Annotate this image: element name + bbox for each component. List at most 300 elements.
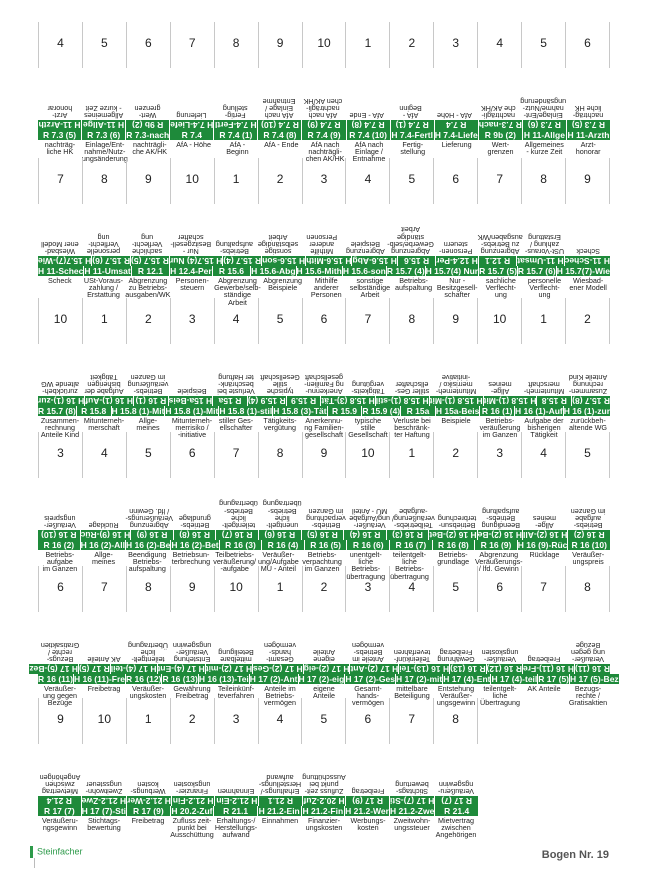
tab-number-cell: [82, 298, 126, 344]
tab-number: 2: [188, 712, 196, 726]
tab-number-cell: [170, 432, 214, 478]
code-label: R 16 (11): [575, 664, 610, 674]
code-label: H 11-Umsat: [517, 256, 564, 266]
tab-number-cell: [214, 698, 258, 744]
tab-number-cell: [345, 158, 389, 204]
label-text: Scheck: [576, 247, 600, 256]
code-bar-mirrored: [38, 120, 610, 130]
code-label: R 15.7 (8): [572, 396, 610, 406]
code-label: H 16 (1)-Auf: [85, 396, 133, 406]
code-label: R 17 (5): [78, 664, 110, 674]
tab-number-row: [38, 566, 610, 612]
tab-number-cell: [565, 22, 610, 68]
tab-number: 3: [452, 36, 460, 50]
label-text: Abgrenzung zu Betriebs- ausgaben/WK: [477, 232, 523, 256]
code-label: H 17 (2)-eig: [298, 674, 345, 684]
code-label: R 15a: [401, 406, 436, 416]
code-label: H 11-Schec: [564, 256, 610, 266]
label-text: Zufluss zeit- punkt bei Ausschüttung: [170, 816, 214, 840]
label-text: Lieferung: [441, 140, 472, 149]
code-label: H 16 (9)-Rüc: [517, 540, 568, 550]
tab-number: 8: [408, 312, 416, 326]
code-label: H 16 (2)-Be: [126, 540, 171, 550]
tab-number-cell: [170, 298, 214, 344]
tab-number: 5: [144, 446, 152, 460]
code-label: H 20.2-Zuf: [171, 806, 213, 816]
code-label: R 15.8: [536, 396, 571, 406]
code-label: H 15.8 (1)-Mit: [111, 406, 165, 416]
label-text: Fertig- stellung: [222, 103, 248, 120]
tab-number: 7: [188, 36, 196, 50]
label-text: Veräußeru- ngsgewinn: [438, 779, 474, 796]
label-text: Veräußer- ung/Aufgabe MU - Anteil: [349, 506, 391, 530]
label-text: USt-Voraus- zahlung / Erstattung: [83, 276, 124, 300]
label-text: Zusammen- rechnung Anteile Kind: [568, 372, 608, 396]
tab-number: 4: [496, 36, 504, 50]
tab-number-cell: [126, 698, 170, 744]
tab-number: 1: [101, 312, 108, 326]
label-text: Veräußer- ungspreis: [43, 513, 76, 530]
label-text: unentgelt- liche Betriebs- übertragung: [346, 550, 386, 581]
label-text: Freibetrag: [527, 655, 561, 664]
tab-number: 7: [496, 172, 504, 186]
code-bar-mirrored: [29, 664, 610, 674]
tab-number: 5: [584, 446, 591, 460]
tab-number: 4: [276, 712, 284, 726]
code-bar-row: [38, 266, 610, 276]
label-text: unentgelt- liche Betriebs- übertragung: [262, 499, 302, 530]
code-bar-row: [38, 130, 610, 140]
label-text: Wert- grenzen: [134, 103, 161, 120]
code-label: H 7.4-Fertl: [215, 120, 257, 130]
tab-number: 5: [408, 172, 416, 186]
label-text: Rücklage: [88, 521, 119, 530]
code-label: H 17 (2)-mit: [205, 664, 253, 674]
code-label: R 16 (7): [215, 530, 258, 540]
label-text: Betriebs- grundlage: [178, 513, 211, 530]
code-label: H 16 (2)-Be: [477, 530, 522, 540]
tab-number-cell: [389, 698, 433, 744]
label-text: Anerkennu- ng Familien- gesellschaft: [304, 372, 344, 396]
tab-number-cell: [521, 158, 565, 204]
code-label: H 15.8 (3)-Tät: [321, 396, 375, 406]
label-text: AK Anteile: [87, 655, 121, 664]
code-label: H 11-Schec: [38, 266, 84, 276]
tab-number: 3: [57, 446, 64, 460]
label-text: Stichtags- bewertung: [395, 779, 429, 796]
tab-number-row: [38, 298, 610, 344]
tab-number: 7: [364, 312, 372, 326]
label-text: Finanzier- ungskosten: [173, 779, 211, 796]
label-text: Beendigung Betriebs- aufspaltung: [481, 506, 520, 530]
code-label: H 21.2-Fin: [172, 796, 214, 806]
tab-number-cell: [170, 566, 214, 612]
label-text: Mitunterneh- merrisiko / -initiative: [171, 416, 213, 440]
code-label: H 21.2-Zwe: [389, 806, 435, 816]
code-label: H 21.2-Ein: [216, 796, 258, 806]
tab-number: 2: [144, 312, 152, 326]
tab-number: 1: [540, 312, 547, 326]
tab-number-cell: [345, 298, 389, 344]
label-text: Veräußer- ungspreis: [572, 550, 605, 567]
tab-number-cell: [433, 158, 477, 204]
label-text: Allge- meines: [532, 513, 557, 530]
code-label: R 15.7 (5): [479, 266, 517, 276]
tab-number: 10: [97, 712, 112, 726]
tab-number-cell: [521, 432, 565, 478]
code-label: R 7.4: [170, 130, 214, 140]
footer-divider: [34, 858, 35, 868]
label-text: AfA nach nachträgli- chen AK/HK: [305, 140, 345, 164]
label-text: AfA nach Einlage / Entnahme: [262, 96, 296, 120]
tab-number-cell: [82, 432, 126, 478]
label-text: Mitunterneh- merrisiko / -initiative: [435, 372, 477, 396]
label-text: Abgrenzung zu Betriebs- ausgaben/WK: [125, 276, 171, 300]
code-label: H 15.8 (1)-stil: [375, 396, 429, 406]
label-text: Allge- meines: [488, 379, 512, 396]
label-text: Veräußer- ung gegen Bezüge: [571, 640, 605, 664]
code-label: R 7.4 (8): [258, 130, 302, 140]
label-text: Allgemeines - kurze Zeit: [84, 103, 124, 120]
code-label: H 11-Arzth: [38, 120, 81, 130]
tab-number-cell: [126, 158, 170, 204]
code-label: R 7.3-nach: [126, 130, 170, 140]
tab-number-cell: [82, 698, 126, 744]
tab-number: 9: [188, 580, 196, 594]
label-text: Veräußer- ung gegen Bezüge: [43, 684, 77, 708]
tab-number: 1: [144, 712, 152, 726]
code-label: R 15.7 (4): [386, 266, 425, 276]
label-text: Betriebsun- terbrechung: [171, 550, 211, 567]
label-text: AfA - Beginn: [226, 140, 249, 157]
code-label: H 17 (2)-Ant: [249, 674, 298, 684]
code-label: R 17 (9): [345, 796, 389, 806]
tab-number-cell: [302, 432, 346, 478]
code-label: R 16 (10): [568, 540, 610, 550]
tab-number-cell: [345, 22, 389, 68]
code-label: H 11-Allge: [83, 120, 125, 130]
tab-number-cell: [345, 566, 389, 612]
tab-number-cell: [477, 298, 521, 344]
label-text: nachträg- liche HK: [572, 103, 604, 120]
label-text: Fertig- stellung: [400, 140, 426, 157]
code-label: H 21.2-Fin: [302, 806, 344, 816]
code-label: R 16 (12): [486, 664, 522, 674]
tab-number-cell: [389, 566, 433, 612]
label-text: AfA nach nachträgli- chen AK/HK: [303, 96, 343, 120]
label-text: Entstehung Veräußer- ungsgewinn: [436, 684, 476, 708]
label-text: Mietvertrag zwischen Angehörigen: [435, 816, 477, 840]
label-text-mirrored: [38, 370, 610, 396]
label-text: Betriebs- aufgabe im Ganzen: [42, 550, 78, 574]
code-label: H 15.6-Mith: [296, 266, 342, 276]
label-text: Betriebs- veräußerung im Ganzen: [127, 372, 169, 396]
label-text: Veräußer- ungskosten: [129, 684, 167, 701]
tab-number: 6: [496, 580, 504, 594]
tab-number-cell: [38, 698, 82, 744]
label-text: Mitunterneh- merschaft: [83, 416, 125, 433]
tab-number: 6: [452, 172, 460, 186]
code-label: R 7.4 (9): [301, 120, 345, 130]
label-text: Anerkennu- ng Familien- gesellschaft: [304, 416, 344, 440]
label-text: personelle Verflecht- ung: [86, 232, 121, 256]
tab-number: 3: [320, 172, 328, 186]
label-text: AfA - Beginn: [399, 103, 422, 120]
code-label: H 11-Allge: [523, 130, 565, 140]
code-label: H 16 (13)-Tei: [198, 674, 249, 684]
label-text: teilentgelt- liche Betriebs- übertragung: [219, 499, 258, 530]
label-text: personelle Verflecht- ung: [527, 276, 562, 300]
label-text: sonstige selbständige Arbeit: [349, 276, 391, 300]
label-text: Bezugs- rechte / Gratisaktien: [568, 684, 608, 708]
label-text: Verluste bei beschränk- ter Haftung: [217, 372, 255, 396]
code-label: H 17 (4)-teil: [110, 664, 157, 674]
label-text: Betriebs- grundlage: [437, 550, 470, 567]
label-text: AfA - Höhe: [437, 111, 472, 120]
code-label: H 16 (1)-Auf: [515, 406, 563, 416]
code-label: R 15.8: [77, 406, 112, 416]
code-label: H 17 (4)-Ent: [157, 664, 205, 674]
tab-number: 3: [188, 312, 196, 326]
label-text: Aufgabe der bisherigen Tätigkeit: [524, 416, 564, 440]
code-label: H 16 (1)-zur: [563, 406, 611, 416]
label-text: Finanzier- ungskosten: [305, 816, 343, 833]
code-label: R 15.7 (5): [131, 256, 169, 266]
code-label: R 7.4 (9): [302, 130, 346, 140]
label-text: Veräußeru- ngsgewinn: [42, 816, 78, 833]
code-label: R 15.6: [397, 256, 435, 266]
label-text: Erhaltungs-/ Herstellungs- aufwand: [258, 772, 302, 796]
tab-number: 5: [101, 36, 108, 50]
tab-number-cell: [433, 432, 477, 478]
label-text: Abgrenzung Gewerbe/selb- ständige Arbeit: [214, 276, 261, 307]
label-text: Personen- steuern: [439, 239, 473, 256]
tab-number: 7: [232, 446, 240, 460]
label-text: zurückbeh- altende WG: [569, 416, 607, 433]
tab-number-cell: [126, 432, 170, 478]
tab-number: 8: [101, 172, 108, 186]
label-text: Allge- meines: [91, 550, 116, 567]
label-text: USt-Voraus- zahlung / Erstattung: [524, 232, 565, 256]
code-label: R 16 (10): [38, 530, 80, 540]
code-label: R 15a: [212, 396, 247, 406]
code-label: H 16 (11)-Fre: [523, 664, 575, 674]
label-text: Wiesbad- ener Modell: [569, 276, 607, 293]
tab-number-cell: [302, 298, 346, 344]
label-text: Einlage/Ent- nahme/Nutz- ungsänderung: [520, 96, 567, 120]
code-label: R 7.4: [434, 120, 478, 130]
code-label: R 15.7 (6): [92, 256, 131, 266]
tab-number-cell: [258, 698, 302, 744]
tab-number-row: [38, 698, 478, 744]
code-label: R 12.1: [478, 256, 516, 266]
label-text: Aufgabe der bisherigen Tätigkeit: [84, 372, 124, 396]
label-text: Betriebsun- terbrechung: [437, 513, 477, 530]
label-text: Bezugs- rechte / Gratisaktien: [40, 640, 80, 664]
tab-number: 6: [57, 580, 64, 594]
label-text: Teileinkünf- teverfahren: [393, 647, 431, 664]
tab-number: 8: [452, 712, 459, 726]
code-label: R 16 (9): [130, 530, 173, 540]
tab-number-cell: [82, 158, 126, 204]
label-text: Betriebs- aufgabe im Ganzen: [570, 506, 606, 530]
tab-number-cell: [170, 158, 214, 204]
code-label: H 17 (2)-Ges: [345, 674, 395, 684]
tab-number: 8: [584, 580, 591, 594]
tab-number-cell: [82, 566, 126, 612]
label-text: Beispiele: [177, 387, 207, 396]
label-text: Veräußer- ung/Aufgabe MU - Anteil: [257, 550, 299, 574]
tab-number: 7: [101, 580, 108, 594]
label-text-mirrored: [38, 225, 610, 256]
code-label: H 17 (2)-Ges: [253, 664, 303, 674]
tab-number: 4: [540, 446, 547, 460]
tab-number-cell: [214, 158, 258, 204]
tab-number: 9: [584, 172, 591, 186]
tab-number-cell: [477, 432, 521, 478]
code-label: H 15.8 (3)-Tät: [273, 406, 327, 416]
tab-number: 7: [57, 172, 64, 186]
label-text: AfA - Höhe: [176, 140, 211, 149]
label-text: typische stille Gesellschaft: [260, 372, 300, 396]
code-label: H 15.7(7)-Wie: [37, 256, 92, 266]
code-label: R 7.4 (1): [214, 130, 258, 140]
label-text: Allge- meines: [136, 416, 160, 433]
tab-number-cell: [477, 566, 521, 612]
tab-number: 8: [232, 36, 240, 50]
tab-number-cell: [477, 158, 521, 204]
code-label: H 15.7(4) Nur: [425, 266, 479, 276]
tab-number: 5: [320, 712, 328, 726]
code-label: H 16 (1)-zur: [37, 396, 85, 406]
label-text: AfA - Ende: [349, 111, 384, 120]
code-label: R 12.1: [132, 266, 170, 276]
label-text: Gesamt- hands- vermögen: [352, 684, 384, 708]
tab-number-cell: [170, 22, 214, 68]
code-label: R 16 (11): [38, 674, 73, 684]
code-bar-row: [38, 406, 610, 416]
code-label: R 16 (6): [258, 530, 301, 540]
code-label: R 16 (1): [133, 396, 168, 406]
tab-number-cell: [345, 698, 389, 744]
tab-number-cell: [521, 566, 565, 612]
tab-number: 10: [317, 36, 331, 50]
code-label: H 17 (7)-Sti: [81, 806, 127, 816]
label-text: Teileinkünf- teverfahren: [217, 684, 255, 701]
label-text: Gewährung Freibetrag: [437, 647, 475, 664]
tab-number: 6: [144, 36, 152, 50]
tab-number: 2: [584, 312, 591, 326]
tab-number: 10: [361, 446, 375, 460]
tab-number-cell: [38, 432, 82, 478]
sheet-number: Bogen Nr. 19: [541, 849, 609, 861]
code-label: R 15.9 (4): [247, 396, 286, 406]
label-text: stiller Ges- ellschafter: [394, 379, 430, 396]
label-text: Freibetrag: [351, 787, 385, 796]
code-label: H 11-Umsat: [84, 266, 131, 276]
label-text: Mitunterneh- merschaft: [523, 379, 565, 396]
label-text: Rücklage: [529, 550, 560, 559]
tab-number-cell: [126, 298, 170, 344]
code-label: R 16 (3): [220, 540, 263, 550]
tab-number: 1: [364, 36, 372, 50]
code-label: R 17 (7): [434, 796, 478, 806]
code-bar-mirrored: [38, 256, 610, 266]
code-label: R 16 (9): [475, 540, 518, 550]
tab-number-cell: [258, 432, 302, 478]
code-label: H 16 (2)-Bet: [429, 530, 477, 540]
brand-mark-icon: [30, 846, 33, 858]
code-label: R 16 (5): [305, 540, 348, 550]
code-label: R 7.4 (10): [257, 120, 301, 130]
brand-logo: [30, 846, 83, 858]
label-text: Arzt- honorar: [575, 140, 601, 157]
code-label: R 16 (8): [433, 540, 476, 550]
tab-number: 4: [232, 312, 240, 326]
code-label: R 16 (7): [390, 540, 433, 550]
tab-number-cell: [302, 566, 346, 612]
tab-number: 2: [320, 580, 328, 594]
tab-number: 10: [493, 312, 507, 326]
label-text: Arzt- honorar: [47, 103, 73, 120]
tab-number: 6: [364, 712, 372, 726]
code-label: H 15.7(4) Nur: [169, 256, 223, 266]
code-label: R 7.3 (6): [522, 120, 566, 130]
code-label: R 15.7 (8): [38, 406, 76, 416]
code-label: H 12.4-Per: [170, 266, 212, 276]
label-text: Allgemeines - kurze Zeit: [524, 140, 564, 157]
code-label: R 21.4: [38, 796, 81, 806]
tab-number: 1: [408, 446, 416, 460]
tab-number-cell: [38, 22, 82, 68]
code-label: R 16 (13): [162, 674, 198, 684]
code-label: R 16 (4): [343, 530, 386, 540]
code-label: H 15.8 (1)-Mit: [165, 406, 219, 416]
label-text: nachträgli- che AK/HK: [132, 140, 168, 157]
code-label: H 17 (5)-Bez: [29, 664, 78, 674]
tab-number: 8: [540, 172, 547, 186]
code-bar-row: [38, 540, 610, 550]
tab-number: 9: [57, 712, 64, 726]
code-label: R 16 (12): [126, 674, 162, 684]
code-label: H 7.4-Liefe: [170, 120, 214, 130]
tab-number-cell: [565, 298, 610, 344]
label-text: Teilbetriebs- veräußerung/ -aufgabe: [213, 550, 257, 574]
code-label: R 7.4 (8): [346, 120, 390, 130]
tab-number: 1: [276, 580, 284, 594]
code-label: H 15.6-son: [262, 256, 306, 266]
label-text: Betriebs- aufspaltung: [215, 239, 254, 256]
code-label: R 15.9 (4): [362, 406, 401, 416]
tab-number-cell: [258, 298, 302, 344]
code-label: R 15.6: [213, 266, 251, 276]
tab-number-cell: [214, 432, 258, 478]
code-bar-row: [38, 806, 478, 816]
code-label: H 17 (2)-Ant: [350, 664, 399, 674]
tab-number: 6: [188, 446, 196, 460]
code-label: R 16 (2): [567, 530, 610, 540]
tab-number-cell: [565, 158, 610, 204]
code-bar-mirrored: [38, 396, 610, 406]
label-text-row: [38, 816, 478, 842]
tab-number: 5: [452, 580, 460, 594]
label-text: Entstehung Veräußer- ungsgewinn: [172, 640, 212, 664]
label-text: Betriebs- aufspaltung: [394, 276, 433, 293]
label-text: Personen- steuern: [175, 276, 209, 293]
label-text: Tätigkeits- vergütung: [263, 416, 297, 433]
code-label: H 15.6-Abg: [251, 266, 296, 276]
code-label: H 7.4-Fertl: [391, 130, 433, 140]
